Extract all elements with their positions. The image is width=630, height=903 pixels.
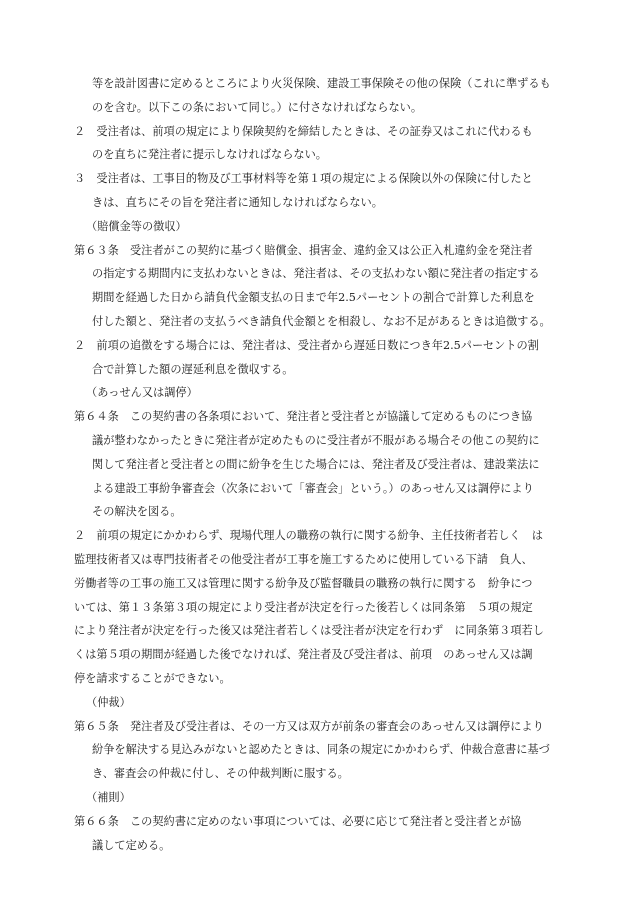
paragraph-line: のを直ちに発注者に提示しなければならない。 [92,148,327,162]
paragraph-line: 議して定める。 [92,838,171,852]
paragraph-line: その解決を図る。 [92,505,182,519]
paragraph-line: 紛争を解決する見込みがないと認めたときは、同条の規定にかかわらず、仲裁合意書に基づ [92,743,550,757]
paragraph-line: 関して発注者と受注者との間に紛争を生じた場合には、発注者及び受注者は、建設業法に [92,457,540,471]
paragraph-line: 労働者等の工事の施工又は管理に関する紛争及び監督職員の職務の執行に関する 紛争につ [74,576,533,590]
article-line: 第６３条 受注者がこの契約に基づく賠償金、損害金、違約金又は公正入札違約金を発注者 [74,243,533,257]
paragraph-line: のを含む。以下この条において同じ。）に付さなければならない。 [92,100,423,114]
paragraph-line: き、審査会の仲裁に付し、その仲裁判断に服する。 [92,767,349,781]
article-line: 第６４条 この契約書の各条項において、発注者と受注者とが協議して定めるものにつき協 [74,410,533,424]
article-heading: （賠償金等の徴収） [86,219,187,233]
paragraph-line: 付した額と、発注者の支払うべき請負代金額とを相殺し、なお不足があるときは追徴する。 [92,314,551,328]
article-heading: （補則） [86,790,131,804]
paragraph-line: 停を請求することができない。 [74,671,231,685]
clause-line: ２ 受注者は、前項の規定により保険契約を締結したときは、その証券又はこれに代わるも [74,124,533,138]
paragraph-line: の指定する期間内に支払わないときは、発注者は、その支払わない額に発注者の指定する [92,267,540,281]
paragraph-line: 合で計算した額の遅延利息を徴収する。 [92,362,294,376]
article-heading: （あっせん又は調停） [86,386,198,400]
clause-line: ２ 前項の追徴をする場合には、発注者は、受注者から遅延日数につき年2.5パーセントの割 [74,338,539,352]
paragraph-line: よる建設工事紛争審査会（次条において「審査会」という。）のあっせん又は調停により [92,481,534,495]
article-heading: （仲裁） [86,695,131,709]
paragraph-line: 議が整わなかったときに発注者が定めたものに受注者が不服がある場合その他この契約に [92,433,540,447]
clause-line: ２ 前項の規定にかかわらず、現場代理人の職務の執行に関する紛争、主任技術者若しく は [74,529,543,543]
paragraph-line: くは第５項の期間が経過した後でなければ、発注者及び受注者は、前項 のあっせん又は調 [74,648,533,662]
article-line: 第６６条 この契約書に定めのない事項については、必要に応じて発注者と受注者とが協 [74,814,522,828]
document-body [74,72,574,857]
article-line: 第６５条 発注者及び受注者は、その一方又は双方が前条の審査会のあっせん又は調停により [74,719,544,733]
paragraph-line: 等を設計図書に定めるところにより火災保険、建設工事保険その他の保険（これに準ずるも [92,77,551,90]
paragraph-line: により発注者が決定を行った後又は発注者若しくは受注者が決定を行わず に同条第３項若し [74,624,544,638]
paragraph-line: いては、第１３条第３項の規定により受注者が決定を行った後若しくは同条第 ５項の規定 [74,600,533,614]
paragraph-line: 監理技術者又は専門技術者その他受注者が工事を施工するために使用している下請 負人、 [74,552,533,566]
clause-line: ３ 受注者は、工事目的物及び工事材料等を第１項の規定による保険以外の保険に付したと [74,172,533,186]
paragraph-line: きは、直ちにその旨を発注者に通知しなければならない。 [92,195,383,209]
paragraph-line: 期間を経過した日から請負代金額支払の日まで年2.5パーセントの割合で計算した利息を [92,291,535,305]
